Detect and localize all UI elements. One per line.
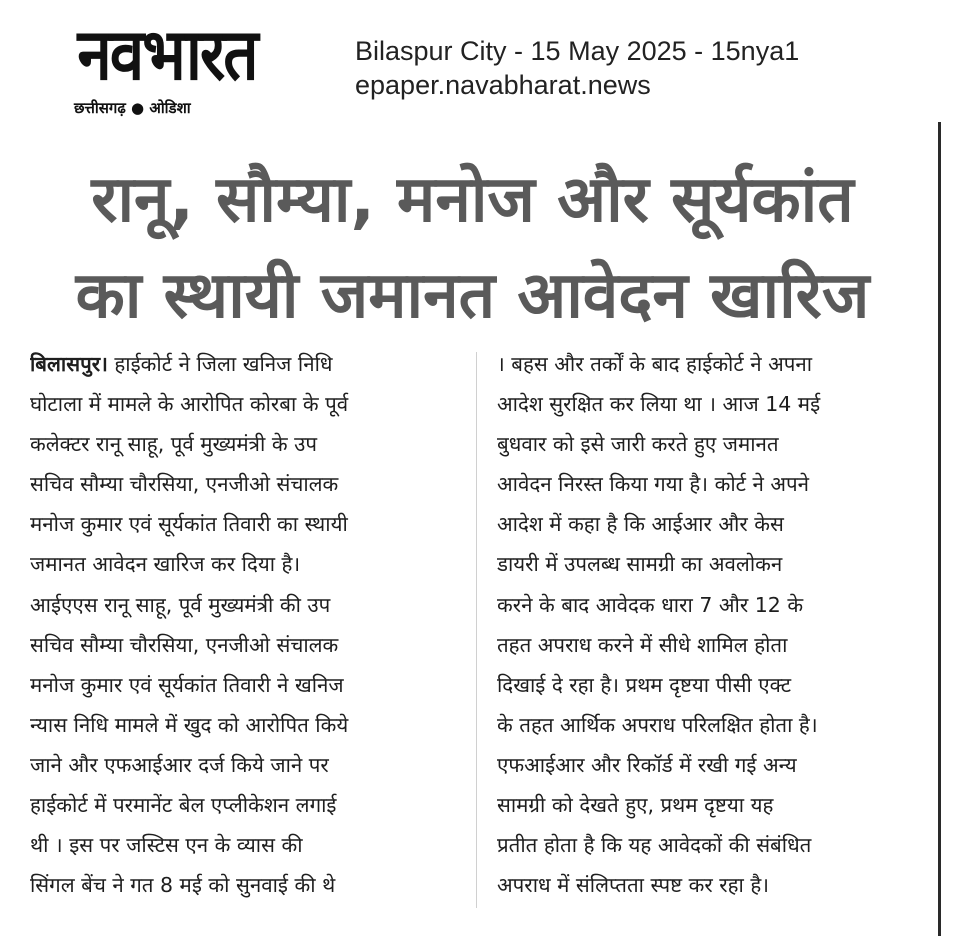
- article-line: मनोज कुमार एवं सूर्यकांत तिवारी ने खनिज: [30, 672, 344, 697]
- article-column-right: [497, 344, 937, 905]
- article-line: कलेक्टर रानू साहू, पूर्व मुख्यमंत्री के उप: [30, 432, 317, 457]
- article-line: एफआईआर और रिकॉर्ड में रखी गई अन्य: [497, 752, 797, 777]
- article-line: तहत अपराध करने में सीधे शामिल होता: [497, 632, 788, 657]
- article-line-text: हाईकोर्ट ने जिला खनिज निधि: [114, 352, 333, 376]
- logo-text: नवभारत: [77, 12, 257, 97]
- headline-line-2: का स्थायी जमानत आवेदन खारिज: [75, 259, 870, 333]
- article-line: दिखाई दे रहा है। प्रथम दृष्टया पीसी एक्ट: [497, 672, 792, 697]
- article-line: प्रतीत होता है कि यह आवेदकों की संबंधित: [497, 833, 812, 858]
- article-line: सचिव सौम्या चौरसिया, एनजीओ संचालक: [30, 632, 339, 657]
- article-line: आवेदन निरस्त किया गया है। कोर्ट ने अपने: [497, 472, 810, 497]
- article-line: सामग्री को देखते हुए, प्रथम दृष्टया यह: [497, 793, 774, 818]
- article-line: के तहत आर्थिक अपराध परिलक्षित होता है।: [497, 712, 818, 737]
- article-line: मनोज कुमार एवं सूर्यकांत तिवारी का स्थायी: [30, 512, 348, 537]
- article-line: करने के बाद आवेदक धारा 7 और 12 के: [497, 592, 804, 617]
- article-line: आदेश सुरक्षित कर लिया था । आज 14 मई: [497, 392, 821, 417]
- article-line: [30, 344, 470, 384]
- article-line: बुधवार को इसे जारी करते हुए जमानत: [497, 432, 779, 457]
- article-line: थी । इस पर जस्टिस एन के व्यास की: [30, 833, 303, 858]
- article-line: आदेश में कहा है कि आईआर और केस: [497, 512, 784, 537]
- column-divider: [476, 352, 477, 908]
- article-line: अपराध में संलिप्तता स्पष्ट कर रहा है।: [497, 873, 769, 898]
- article-line: घोटाला में मामले के आरोपित कोरबा के पूर्व: [30, 392, 349, 417]
- headline-line-1: रानू, सौम्या, मनोज और सूर्यकांत: [91, 163, 854, 237]
- newspaper-logo: [8, 14, 326, 96]
- edition-line: Bilaspur City - 15 May 2025 - 15nya1: [355, 36, 800, 66]
- edition-regions: छत्तीसगढ़ ● ओडिशा: [74, 99, 191, 117]
- dateline: बिलासपुर।: [30, 352, 108, 376]
- article-headline: [20, 152, 925, 344]
- article-line: सचिव सौम्या चौरसिया, एनजीओ संचालक: [30, 472, 339, 497]
- article-column-left: [30, 344, 470, 905]
- article-line: जमानत आवेदन खारिज कर दिया है।: [30, 552, 301, 577]
- article-line: जाने और एफआईआर दर्ज किये जाने पर: [30, 752, 329, 777]
- page-border-rule: [938, 122, 941, 936]
- masthead: [4, 6, 332, 118]
- website-url: epaper.navabharat.news: [355, 70, 651, 100]
- article-line: डायरी में उपलब्ध सामग्री का अवलोकन: [497, 552, 783, 577]
- article-line: । बहस और तर्कों के बाद हाईकोर्ट ने अपना: [497, 352, 813, 376]
- edition-meta: [355, 34, 799, 102]
- article-line: न्यास निधि मामले में खुद को आरोपित किये: [30, 712, 349, 737]
- article-line: सिंगल बेंच ने गत 8 मई को सुनवाई की थे: [30, 873, 336, 898]
- article-line: हाईकोर्ट में परमानेंट बेल एप्लीकेशन लगाई: [30, 793, 337, 818]
- article-line: आईएएस रानू साहू, पूर्व मुख्यमंत्री की उप: [30, 592, 331, 617]
